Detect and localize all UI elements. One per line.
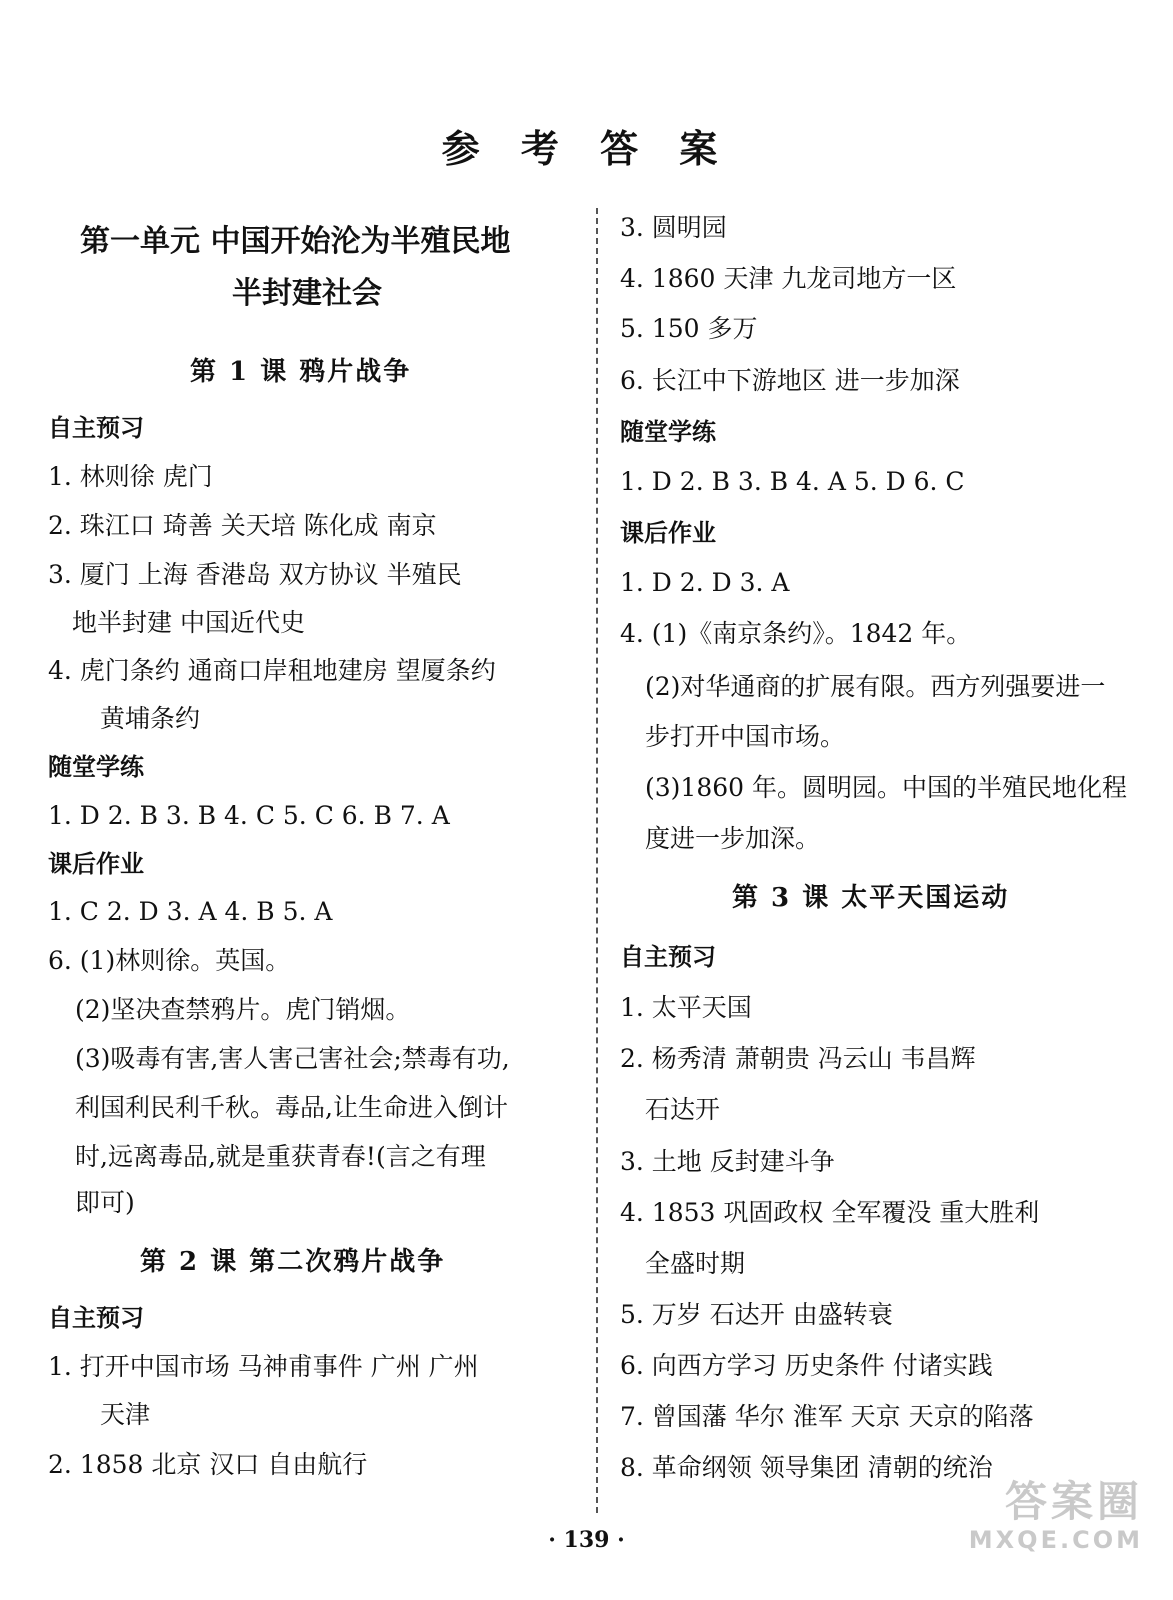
answer-line: 4. (1)《南京条约》。1842 年。 bbox=[620, 619, 972, 648]
answer-line: (3)1860 年。圆明园。中国的半殖民地化程 bbox=[645, 773, 1127, 802]
answer-line: 4. 1860 天津 九龙司地方一区 bbox=[620, 264, 957, 293]
column-divider bbox=[596, 208, 598, 1513]
answer-line: 全盛时期 bbox=[645, 1249, 746, 1278]
answer-line: 地半封建 中国近代史 bbox=[72, 608, 305, 637]
page-number: · 139 · bbox=[548, 1527, 625, 1553]
lesson2-title: 第 2 课 第二次鸦片战争 bbox=[140, 1247, 446, 1277]
section-heading-kehou: 课后作业 bbox=[48, 850, 144, 878]
answer-line: 2. 杨秀清 萧朝贵 冯云山 韦昌辉 bbox=[620, 1044, 976, 1073]
answer-line: 1. D 2. B 3. B 4. C 5. C 6. B 7. A bbox=[48, 801, 450, 830]
answer-line: 度进一步加深。 bbox=[645, 824, 821, 853]
answer-line: 6. 长江中下游地区 进一步加深 bbox=[620, 366, 960, 395]
answer-line: 1. D 2. D 3. A bbox=[620, 568, 790, 597]
answer-line: 2. 珠江口 琦善 关天培 陈化成 南京 bbox=[48, 511, 437, 540]
answer-line: 4. 虎门条约 通商口岸租地建房 望厦条约 bbox=[48, 656, 496, 685]
answer-line: 时,远离毒品,就是重获青春!(言之有理 bbox=[75, 1142, 486, 1171]
lesson1-title: 第 1 课 鸦片战争 bbox=[190, 357, 412, 387]
answer-line: 3. 厦门 上海 香港岛 双方协议 半殖民 bbox=[48, 560, 462, 589]
answer-line: 5. 150 多万 bbox=[620, 314, 758, 343]
answer-line: 步打开中国市场。 bbox=[645, 722, 846, 751]
answer-line: 石达开 bbox=[645, 1095, 721, 1124]
page-title: 参 考 答 案 bbox=[441, 126, 732, 171]
answer-line: 6. (1)林则徐。英国。 bbox=[48, 946, 291, 975]
watermark-top: 答案圈 bbox=[1004, 1477, 1143, 1526]
answer-line: 1. D 2. B 3. B 4. A 5. D 6. C bbox=[620, 467, 965, 496]
unit-title-line2: 半封建社会 bbox=[232, 276, 382, 311]
answer-line: 黄埔条约 bbox=[100, 704, 201, 733]
watermark bbox=[969, 1478, 1143, 1554]
watermark-bottom: MXQE.COM bbox=[968, 1526, 1143, 1554]
section-heading-zizhu: 自主预习 bbox=[48, 414, 144, 442]
section-heading-zizhu: 自主预习 bbox=[48, 1304, 144, 1332]
answer-line: 利国利民利千秋。毒品,让生命进入倒计 bbox=[75, 1093, 508, 1122]
answer-line: 天津 bbox=[100, 1400, 151, 1429]
section-heading-suitang: 随堂学练 bbox=[620, 418, 716, 446]
answer-line: (2)对华通商的扩展有限。西方列强要进一 bbox=[645, 672, 1106, 701]
answer-line: 3. 圆明园 bbox=[620, 213, 727, 242]
answer-line: 6. 向西方学习 历史条件 付诸实践 bbox=[620, 1351, 993, 1380]
answer-line: 3. 土地 反封建斗争 bbox=[620, 1147, 835, 1176]
section-heading-zizhu: 自主预习 bbox=[620, 943, 716, 971]
answer-line: 4. 1853 巩固政权 全军覆没 重大胜利 bbox=[620, 1198, 1040, 1227]
answer-line: 即可) bbox=[75, 1188, 135, 1217]
answer-line: (3)吸毒有害,害人害己害社会;禁毒有功, bbox=[75, 1044, 510, 1073]
answer-line: 2. 1858 北京 汉口 自由航行 bbox=[48, 1450, 368, 1479]
unit-title-line1: 第一单元 中国开始沦为半殖民地 bbox=[80, 224, 511, 259]
answer-line: (2)坚决查禁鸦片。虎门销烟。 bbox=[75, 995, 411, 1024]
answer-line: 7. 曾国藩 华尔 淮军 天京 天京的陷落 bbox=[620, 1402, 1034, 1431]
section-heading-suitang: 随堂学练 bbox=[48, 753, 144, 781]
answer-line: 1. 太平天国 bbox=[620, 993, 752, 1022]
lesson3-title: 第 3 课 太平天国运动 bbox=[732, 883, 1010, 913]
answer-line: 1. 打开中国市场 马神甫事件 广州 广州 bbox=[48, 1352, 479, 1381]
answer-line: 8. 革命纲领 领导集团 清朝的统治 bbox=[620, 1453, 993, 1482]
answer-line: 1. C 2. D 3. A 4. B 5. A bbox=[48, 897, 333, 926]
answer-line: 5. 万岁 石达开 由盛转衰 bbox=[620, 1300, 893, 1329]
section-heading-kehou: 课后作业 bbox=[620, 519, 716, 547]
answer-line: 1. 林则徐 虎门 bbox=[48, 462, 213, 491]
